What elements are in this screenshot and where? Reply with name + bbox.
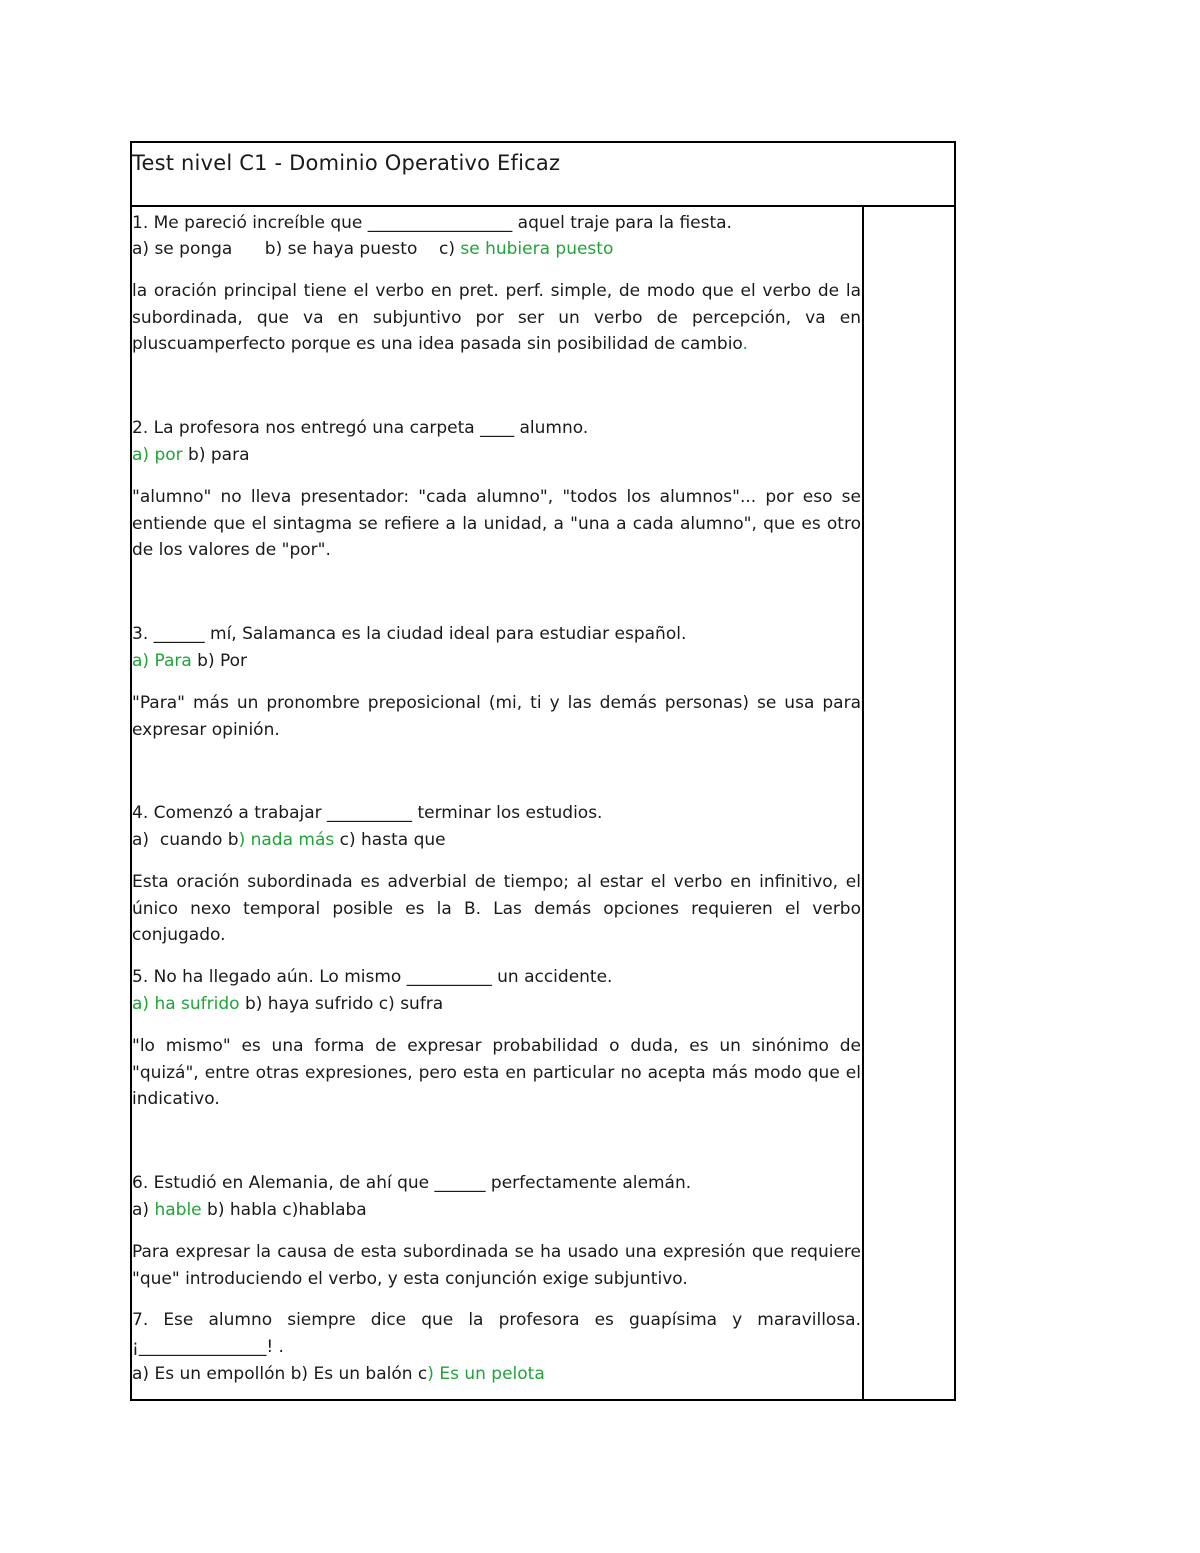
page-title: Test nivel C1 - Dominio Operativo Eficaz: [132, 151, 561, 175]
correct-answer: a) ha sufrido: [132, 994, 240, 1014]
question-1-options: [132, 236, 861, 262]
correct-answer: se hubiera puesto: [460, 239, 614, 259]
question-7-options: [132, 1361, 861, 1387]
question-2-text: 2. La profesora nos entregó una carpeta ____ alumno.: [132, 418, 589, 438]
correct-answer: a) por: [132, 445, 183, 465]
correct-answer: hable: [154, 1200, 202, 1220]
option-b: b) se haya puesto: [264, 239, 439, 259]
question-6-explanation: Para expresar la causa de esta subordinada se ha usado una expresión que requiere "que" introduciendo el verbo, y esta conjunción exige subjuntivo.: [132, 1242, 861, 1289]
question-4-options: [132, 827, 861, 853]
question-5-text: 5. No ha llegado aún. Lo mismo __________ un accidente.: [132, 967, 613, 987]
title-row: [132, 143, 954, 207]
test-table: [130, 141, 956, 1401]
answer-column-divider: [862, 207, 864, 1401]
question-2-explanation: "alumno" no lleva presentador: "cada alumno", "todos los alumnos"... por eso se entiende que el sintagma se refiere a la unidad, a "una a cada alumno", que es otro de los valores de "por".: [132, 487, 861, 560]
option-c: c) hasta que: [334, 830, 446, 850]
question-4-explanation: Esta oración subordinada es adverbial de tiempo; al estar el verbo en infinitivo, el único nexo temporal posible es la B. Las demás opciones requieren el verbo conjugado.: [132, 872, 861, 945]
question-3-explanation: "Para" más un pronombre preposicional (mi, ti y las demás personas) se usa para expresar opinión.: [132, 693, 861, 740]
question-7-text: 7. Ese alumno siempre dice que la profesora es guapísima y maravillosa. ¡_______________! .: [132, 1310, 861, 1357]
correct-answer: a) Para: [132, 651, 192, 671]
question-1-text: 1. Me pareció increíble que _________________ aquel traje para la fiesta.: [132, 213, 732, 233]
option-b: b) para: [182, 445, 250, 465]
question-6-options: [132, 1197, 861, 1223]
question-3-text: 3. ______ mí, Salamanca es la ciudad ideal para estudiar español.: [132, 624, 687, 644]
question-1-explanation: la oración principal tiene el verbo en pret. perf. simple, de modo que el verbo de la subordinada, que va en subjuntivo por ser un verbo de percepción, va en pluscuamperfecto porque es una idea pasada sin posibilidad de cambio.: [132, 281, 861, 354]
question-4-text: 4. Comenzó a trabajar __________ terminar los estudios.: [132, 803, 603, 823]
option-b-c: b) haya sufrido c) sufra: [239, 994, 444, 1014]
option-a-label: a): [132, 1200, 155, 1220]
question-5-explanation: "lo mismo" es una forma de expresar probabilidad o duda, es un sinónimo de "quizá", entre otras expresiones, pero esta en particular no acepta más modo que el indicativo.: [132, 1036, 861, 1109]
question-5-options: [132, 991, 861, 1017]
option-a-b: a) Es un empollón b) Es un balón c: [132, 1364, 428, 1384]
question-2-options: [132, 442, 861, 468]
correct-answer: ) nada más: [238, 830, 335, 850]
question-3-options: [132, 648, 861, 674]
correct-answer: ) Es un pelota: [427, 1364, 545, 1384]
question-6-text: 6. Estudió en Alemania, de ahí que ______ perfectamente alemán.: [132, 1173, 692, 1193]
option-a: a) cuando b: [132, 830, 239, 850]
option-b-c: b) habla c)hablaba: [201, 1200, 367, 1220]
option-b: b) Por: [191, 651, 248, 671]
option-a: a) se ponga: [132, 239, 265, 259]
option-c-label: c): [438, 239, 461, 259]
